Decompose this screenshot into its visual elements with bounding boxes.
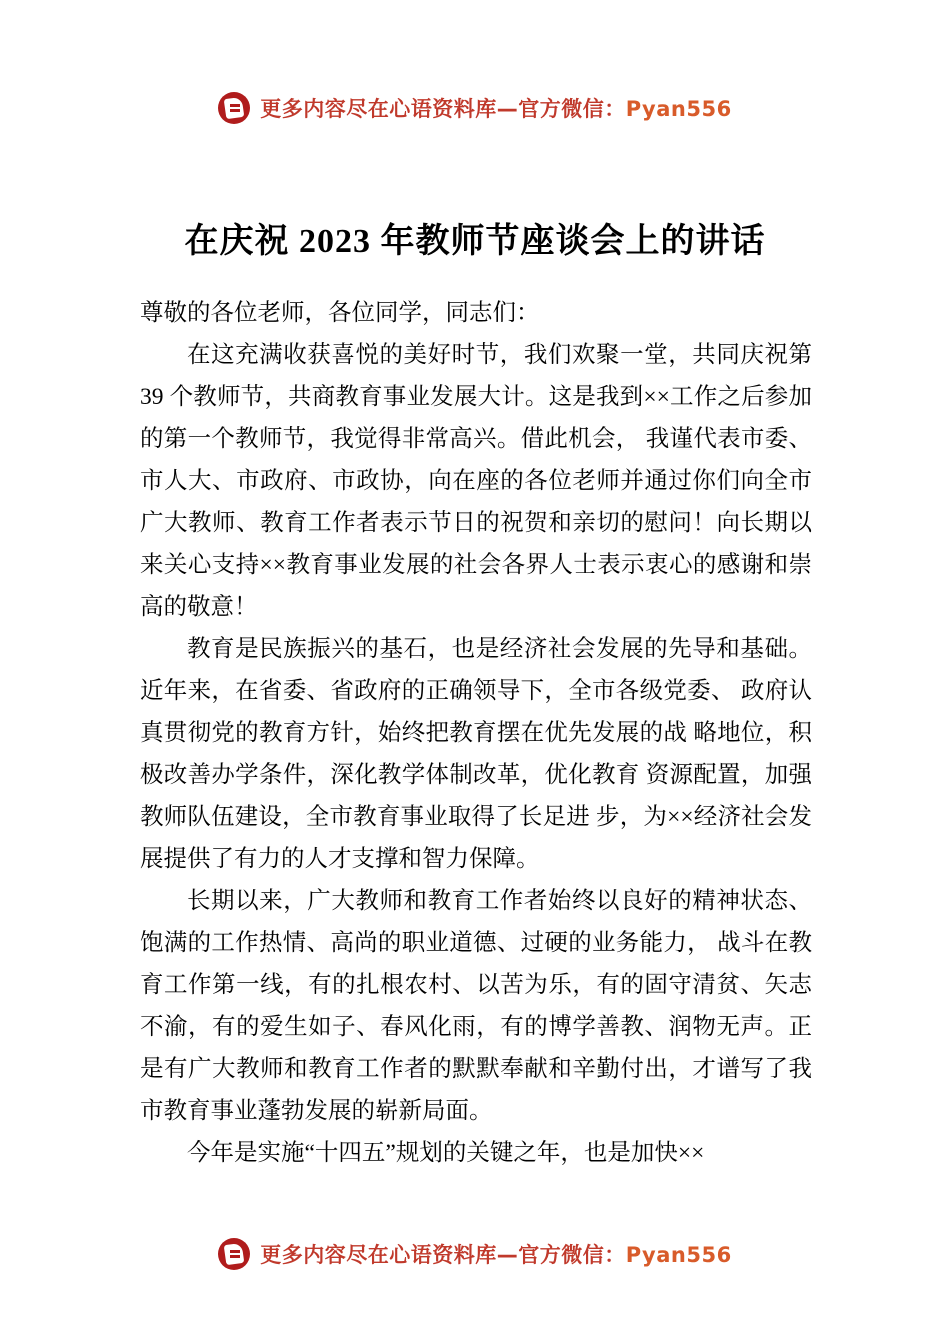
book-logo-icon [218, 1238, 250, 1270]
watermark-text [260, 1239, 731, 1269]
paragraph-3: 长期以来，广大教师和教育工作者始终以良好的精神状态、饱满的工作热情、高尚的职业道德、过硬的业务能力， 战斗在教育工作第一线，有的扎根农村、以苦为乐，有的固守清贫、矢志不渝，有的爱生如子、春风化雨，有的博学善教、润物无声。正是有广大教师和教育工作者的默默奉献和辛勤付出，才谱写了我市教育事业蓬勃发展的崭新局面。 [140, 888, 812, 1124]
document-body [140, 292, 812, 1174]
paragraph-salutation: 尊敬的各位老师，各位同学，同志们： [140, 300, 540, 326]
watermark-top [0, 92, 950, 124]
watermark-wechat-handle: Pyan556 [625, 97, 732, 121]
watermark-main-text: 更多内容尽在心语资料库—官方微信： [260, 1243, 626, 1267]
watermark-bottom [0, 1238, 950, 1270]
paragraph-4: 今年是实施“十四五”规划的关键之年，也是加快×× [187, 1140, 705, 1166]
page-title: 在庆祝 2023 年教师节座谈会上的讲话 [184, 222, 766, 260]
watermark-wechat-handle: Pyan556 [625, 1243, 732, 1267]
watermark-main-text: 更多内容尽在心语资料库—官方微信： [260, 97, 626, 121]
book-logo-icon [218, 92, 250, 124]
watermark-text [260, 93, 731, 123]
paragraph-1: 在这充满收获喜悦的美好时节，我们欢聚一堂，共同庆祝第 39 个教师节，共商教育事业发展大计。这是我到××工作之后参加的第一个教师节，我觉得非常高兴。借此机会， 我谨代表市委、市人大、市政府、市政协，向在座的各位老师并通过你们向全市广大教师、教育工作者表示节日的祝贺和亲切的慰问！向长期以来关心支持××教育事业发展的社会各界人士表示衷心的感谢和崇高的敬意！ [140, 342, 812, 620]
paragraph-2: 教育是民族振兴的基石，也是经济社会发展的先导和基础。近年来，在省委、省政府的正确领导下，全市各级党委、 政府认真贯彻党的教育方针，始终把教育摆在优先发展的战 略地位，积极改善办学条件，深化教学体制改革，优化教育 资源配置，加强教师队伍建设，全市教育事业取得了长足进 步，为××经济社会发展提供了有力的人才支撑和智力保障。 [140, 636, 812, 872]
